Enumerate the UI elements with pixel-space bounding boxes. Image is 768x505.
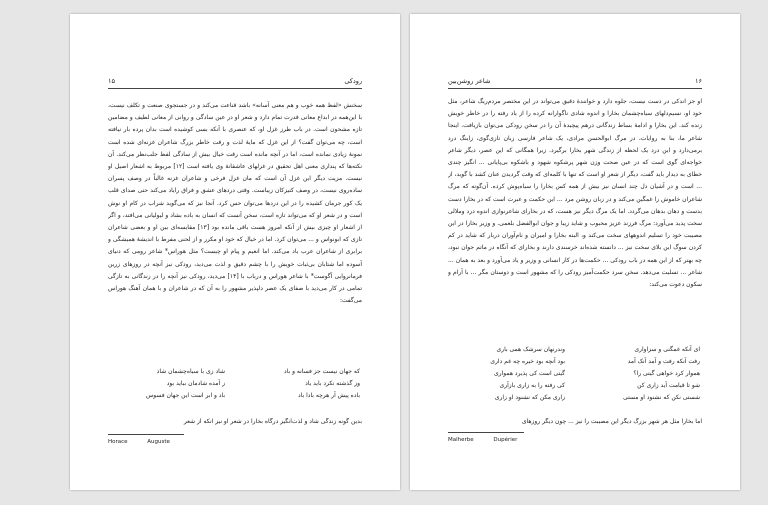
hemistich-left: وندرنهان سرشک همی باری [496, 346, 565, 353]
poem-verse [450, 344, 700, 356]
hemistich-left: ز آمده شادمان بباید بود [166, 380, 225, 387]
hemistich-left: باد و ابر است این جهان فسوس [145, 392, 225, 399]
footnotes [448, 437, 535, 443]
page-number: ۱۵ [108, 77, 115, 85]
hemistich-left: کی رفته را به زاری بازآری [499, 382, 565, 389]
body-text: او جز اندکی در دست نیست، جلوه دارد و خوانندهٔ دقیق می‌تواند در این مختصر مردم‌ریگ شاعر، مثل خود او، نسیم‌دلهای سیاه‌چشمان بخارا و اندوه شادی ناگوارانه کرده را از یاد رفته را در خاطر خویش زنده کند. این بخارا و ادامهٔ بساط زندگانی درهم پیچیدهٔ آن را در سخن رودکی می‌توان بازیافت. اینجا شاعر ما، بنا به روایات، در مرگ ابوالحسن مرادی، یک شاعر فارسی زبان تازی‌گوی، زاینگ درد برمی‌دارد و این درد یک لحظه از زندگی شهر بخارا برگیرد. زیرا همگانی که این عصر، دیگر شاعر خواجه‌ای گوی است که در عین صحت وزن شهر پرشکوه شهود و باشکوه بی‌پایانی ... انگیز چندی خطای به دیدار باید گفت، دیگر از شعر او است که تنها با کلمه‌ای که وقت گردیدن عنان کشد با گوید، از ... است و در آشیان دل چند انسان نیز بیش از همه کس بخارا را سیاه‌پوش کرده. آن‌گونه که مرگ شاعران خاموش را غمگین می‌کند و در زبان روشن مرد ... این حکمت و عبرت است که در بخارا دست بدست و دهان بدهان می‌گردد. اما یک مرگ دیگر نیز هست، که در بخارای شاعرنوازی اندوه درد وملالی سخت پدید می‌آورد: مرگ فرزند عزیز محبوب و شاید زیبا و جوان ابوالفضل بلعمی. و وزیر بخارا در این مصیبت خود را تسلیم اندوههای سخت می‌کند و، البته بخارا و امیران و نام‌آوران دربار که شاید در کم کردن سوگ این بلای سخت نیز ... دانسته شده‌اند خرسندی دارند و بخارای که آنگاه در ماتم جوان نبود، چه بهتر که از این همه در باب رودکی ... حکمت‌ها در کار انسانی و وزیر و یاد می‌آورد و بعد به همان ... شاعر ... تسلیت می‌دهد. سخن سرد حکمت‌آمیز رودکی را که مشهور است و دوستان مگر ... با آرام و سکون دعوت می‌کند: [448, 98, 702, 289]
hemistich-right: شو تا قیامت آید زاری کن [637, 382, 700, 389]
hemistich-right: رفت آنکه رفت و آمد آنک آمد [627, 358, 700, 365]
footnote-item: Auguste [147, 439, 170, 445]
hemistich-right: شستی نکن که نشنود او مستی [623, 394, 700, 401]
hemistich-right: ای آنکه غمگنی و سزاواری [634, 346, 700, 353]
running-header [448, 76, 702, 89]
poem-block [110, 366, 360, 402]
book-page-left [70, 14, 400, 490]
footnotes [108, 439, 188, 445]
body-text: سخنش «لفظ همه خوب و هم معنی آسانه» باشد قناعت می‌کند و در جستجوی صنعت و تکلف نیست، با این‌همه در ابداع معانی قدرت تمام دارد و شعر او در عین سادگی و روانی از معانی لطیف و مضامین تازه مشحون است. در باب طرز غزل او، که عنصری با آنکه بسی کوشیده است بدان پرده بار نیافته است، چه می‌توان گفت؟ از این غزل که مایهٔ لذت و رقت خاطر بزرگ شاعران غزنه‌ای شده است نمونهٔ زیادی نمانده است، اما در آنچه مانده است رقت خیال بیش از سادگی لفظ جلب‌نظر می‌کند. آن نکته‌ها که پنداری معنی اهل تحقیق در غزلهای عاشقانهٔ وی یافته است [۱۲] مربوط به اشعار اصیل او نیست. مزیت دیگر این غزل آن است که مان غزل فرخی و شاعران غزنه غالباً در وصف پسران ساده‌روی نیست، در وصف کنیزکان زیباست. وقتی دردهای عشق و فراق رایاد می‌کند حتی صدای قلب یک کور جرمان کشیده را در این دردها می‌توان حس کرد. آنجا نیز که می‌گوید شراب در کام او نوش است و در شعر او که می‌تواند تازه است، سخن آنست که انسان به باده بشاد و لیولیانی می‌افتد، و اگر از اشعار او چیزی بیش از آنکه امروز هست باقی مانده بود [۱۳] مقایسه‌ای بین او و بعضی شاعران تازی که ابونواس و ... می‌توان کرد. اما در خیال که خود او مکرر و از لحنی مفرط با اندیشهٔ همیشگی و برابری از شاعران عرب یاد می‌کند. اما انعیم و پیام او چیست؟ مثل هوراس* شاعر رومی که دنیای آسوده اما شتابان بی‌ثبات خویش را با چشم دقیق و لذت می‌دید، رودکی نیز آنچه در روزهای زرین فرمانروایی آگوست* با شاعر هوراس و درباب با [۱۴] می‌دید، رودکی نیز آنچه را در زندگانی به تازگی تمامی در کار می‌دید با صفای یک عصر دلپذیر مشهور را به آن که در شاعران و با همان آهنگ هوراس می‌گفت: [108, 102, 362, 305]
poem-verse [110, 390, 360, 402]
poem-verse [450, 368, 700, 380]
footnote-divider [448, 432, 524, 433]
poem-block [450, 344, 700, 404]
hemistich-right: هموار کرد خواهی گیتی را؟ [633, 370, 700, 377]
page-number: ۱۶ [695, 77, 702, 85]
footnote-item: Dupérier [493, 437, 518, 443]
poem-verse [110, 378, 360, 390]
poem-verse [450, 356, 700, 368]
hemistich-right: باده پیش آر هرچه بادا باد [298, 392, 360, 399]
book-page-right [410, 14, 740, 490]
hemistich-left: بود آنچه بود خیره چه غم داری [490, 358, 565, 365]
footnote-item: Horace [108, 439, 128, 445]
continuation-text: بدین گونه زندگی شاد و لذت‌انگیز درگاه بخارا در شعر او نیز آنکه از شعر [183, 418, 362, 425]
poem-verse [450, 392, 700, 404]
hemistich-left: شاد زی با سیاه‌چشمان شاد [156, 368, 225, 375]
continuation-text: اما بخارا مثل هر شهر بزرگ دیگر این مصیبت را نیز ... چون دیگر روزهای [521, 418, 702, 425]
poem-verse [450, 380, 700, 392]
hemistich-left: زاری مکن که نشنود او زاری [494, 394, 565, 401]
hemistich-right: که جهان نیست جز فسانه و باد [284, 368, 360, 375]
running-header [108, 76, 362, 89]
footnote-divider [108, 434, 184, 435]
running-title: شاعر روشن‌بین [448, 77, 491, 85]
hemistich-left: گیتی است کی پذیرد همواری [493, 370, 565, 377]
running-title: رودکی [344, 77, 362, 85]
footnote-item: Malherbe [448, 437, 474, 443]
hemistich-right: وز گذشته نکرد باید یاد [305, 380, 360, 387]
poem-verse [110, 366, 360, 378]
